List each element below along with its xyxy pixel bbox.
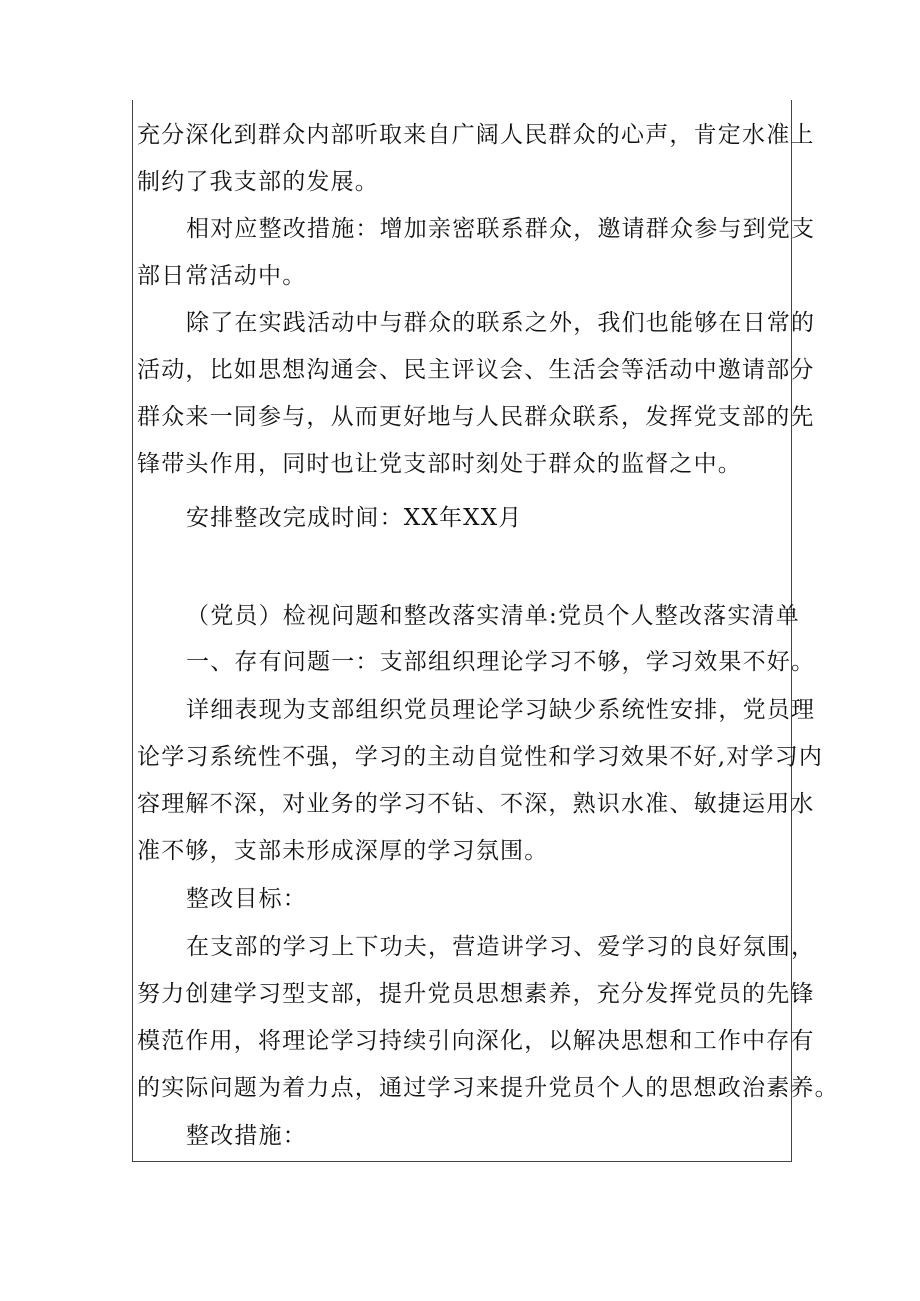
paragraph-line: 容理解不深，对业务的学习不钻、不深，熟识水准、敏捷运用水 [137,791,815,817]
paragraph-line: 群众来一同参与，从而更好地与人民群众联系，发挥党支部的先 [137,404,815,430]
paragraph-line: 详细表现为支部组织党员理论学习缺少系统性安排，党员理 [186,697,816,723]
section-title: （党员）检视问题和整改落实清单:党员个人整改落实清单 [186,603,800,629]
paragraph-line: 活动，比如思想沟通会、民主评议会、生活会等活动中邀请部分 [137,357,815,383]
paragraph-line: 准不够，支部未形成深厚的学习氛围。 [137,838,549,864]
paragraph-line: 的实际问题为着力点，通过学习来提升党员个人的思想政治素养。 [137,1075,839,1101]
completion-time-line: 安排整改完成时间：XX年XX月 [186,505,523,531]
paragraph-line: 在支部的学习上下功夫，营造讲学习、爱学习的良好氛围， [186,934,816,960]
paragraph-line: 充分深化到群众内部听取来自广阔人民群众的心声，肯定水准上 [137,122,815,148]
paragraph-line: 模范作用，将理论学习持续引向深化，以解决思想和工作中存有 [137,1028,815,1054]
paragraph-line: 锋带头作用，同时也让党支部时刻处于群众的监督之中。 [137,451,742,477]
paragraph-line: 论学习系统性不强，学习的主动自觉性和学习效果不好,对学习内 [137,744,824,770]
paragraph-line: 努力创建学习型支部，提升党员思想素养，充分发挥党员的先锋 [137,981,815,1007]
goal-heading: 整改目标： [186,886,307,912]
paragraph-line: 部日常活动中。 [137,263,307,289]
measures-heading: 整改措施： [186,1123,307,1149]
paragraph-line: 制约了我支部的发展。 [137,169,379,195]
paragraph-line: 除了在实践活动中与群众的联系之外，我们也能够在日常的 [186,310,816,336]
paragraph-line: 相对应整改措施：增加亲密联系群众，邀请群众参与到党支 [186,216,816,242]
issue-heading: 一、存有问题一：支部组织理论学习不够，学习效果不好。 [186,649,816,675]
